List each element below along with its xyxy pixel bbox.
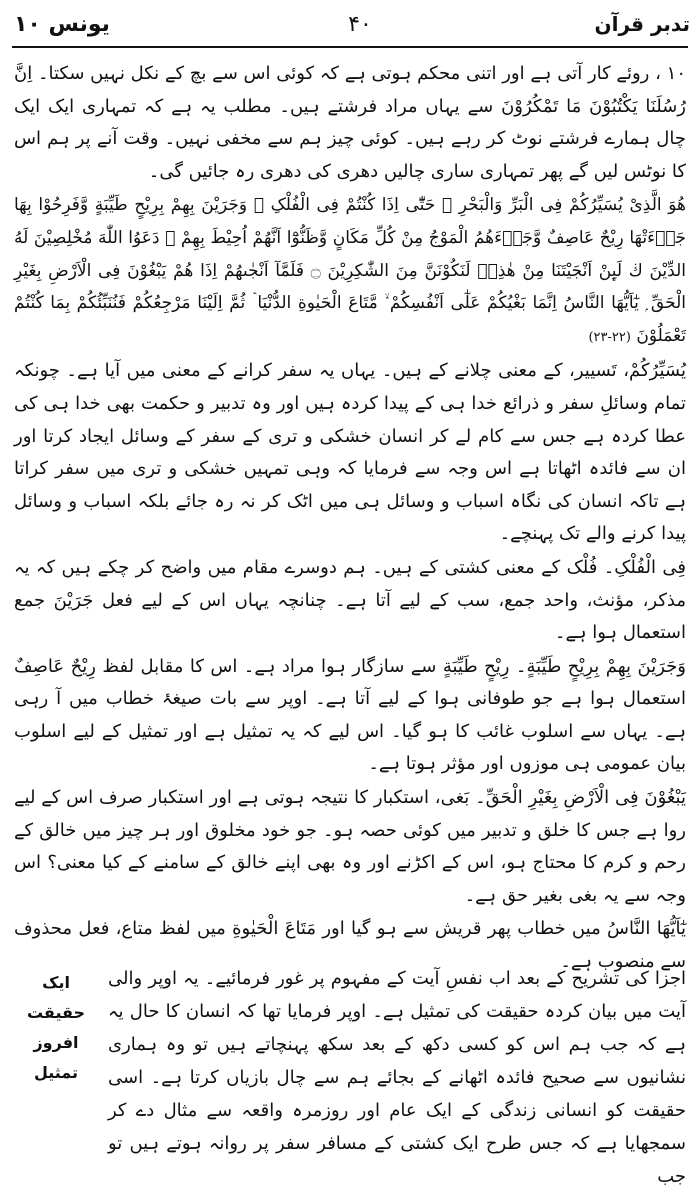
page-header — [10, 8, 690, 44]
section-text: اجزا کی تشریح کے بعد اب نفسِ آیت کے مفہوم پر غور فرمائیے۔ یہ اوپر والی آیت میں بیان کردہ حقیقت کی تمثیل ہے۔ اوپر فرمایا تھا کہ انسان کا حال یہ ہے کہ جب ہم اس کو کسی دکھ کے بعد سکھ پہنچاتے ہیں تو وہ ہماری نشانیوں سے صحیح فائدہ اٹھانے کے بجائے ہم سے چال بازیاں کرتا ہے۔ اسی حقیقت کو انسانی زندگی کے ایک عام اور روزمرہ واقعہ سے مثال دے کر سمجھایا ہے کہ جس طرح ایک کشتی کے مسافر سفر پر روانہ ہوتے ہیں تو جب — [108, 968, 686, 1187]
paragraph-yusayyirukum: یُسَیِّرُکُمْ، تَسییر، کے معنی چلانے کے ہیں۔ یہاں یہ سفر کرانے کے معنی میں آیا ہے۔ چونکہ تمام وسائلِ سفر و ذرائع خدا ہی کے پیدا کردہ ہیں اور وہ تدبیر و حکمت بھی خدا ہی کی عطا کردہ ہے جس سے کام لے کر انسان خشکی و تری کے سفر کے وسائل ایجاد کرتا اور ان سے فائدہ اٹھاتا ہے اس وجہ سے فرمایا کہ وہی تمہیں خشکی و تری میں سفر کراتا ہے تاکہ انسان کی نگاہ اسباب و وسائل ہی میں اٹک کر نہ رہ جائے بلکہ اسباب و وسائل پیدا کرنے والے تک پہنچے۔ — [14, 360, 686, 545]
verse-reference: (۲۲-۲۳) — [588, 329, 631, 345]
paragraph-intro: ۱۰ ، روئے کار آتی ہے اور اتنی محکم ہوتی ہے کہ کوئی اس سے بچ کے نکل نہیں سکتا۔ اِنَّ رُسُلَنَا یَکْتُبُوْنَ مَا تَمْکُرُوْنَ سے یہاں مراد فرشتے ہیں۔ مطلب یہ ہے کہ تمہاری ایک ایک چال ہمارے فرشتے نوٹ کر رہے ہیں۔ کوئی چیز ہم سے مخفی نہیں۔ وقت آنے پر ہم اس کا نوٹس لیں گے پھر تمہاری ساری چالیں دھری کی دھری رہ جائیں گی۔ — [14, 63, 686, 182]
book-title: تدبر قرآن — [594, 12, 690, 36]
verse-text: هُوَ الَّذِیْ یُسَیِّرُکُمْ فِی الْبَرِّ وَالْبَحْرِ ۭ حَتّٰٓی اِذَا کُنْتُمْ فِی الْفُلْکِ ۚ وَجَرَیْنَ بِهِمْ بِرِیْحٍ طَیِّبَةٍ وَّفَرِحُوْا بِهَا جَاۗءَتْهَا رِیْحٌ عَاصِفٌ وَّجَاۗءَهُمُ الْمَوْجُ مِنْ کُلِّ مَکَانٍ وَّظَنُّوْٓا اَنَّهُمْ اُحِیْطَ بِهِمْ ۙ دَعَوُا اللّٰهَ مُخْلِصِیْنَ لَهُ الدِّیْنَ ڬ لَىِٕنْ اَنْجَیْتَنَا مِنْ هٰذِهٖ لَنَکُوْنَنَّ مِنَ الشّٰکِرِیْنَ ۝ فَلَمَّآ اَنْجٰىهُمْ اِذَا هُمْ یَبْغُوْنَ فِی الْاَرْضِ بِغَیْرِ الْحَقِّ ۭ یٰٓاَیُّهَا النَّاسُ اِنَّمَا بَغْیُکُمْ عَلٰٓی اَنْفُسِکُمْ ۙ مَّتَاعَ الْحَیٰوةِ الدُّنْیَا ۡ ثُمَّ اِلَیْنَا مَرْجِعُکُمْ فَنُنَبِّئُکُمْ بِمَا کُنْتُمْ تَعْمَلُوْنَ — [14, 195, 686, 346]
paragraph-baghy: یَبْغُوْنَ فِی الْاَرْضِ بِغَیْرِ الْحَقِّ۔ بَغی، استکبار کا نتیجہ ہوتی ہے اور استکبار صرف اس کے لیے روا ہے جس کا خلق و تدبیر میں کوئی حصہ ہو۔ جو خود مخلوق اور ہر چیز میں خالق کے رحم و کرم کا محتاج ہو، اس کے اکڑنے اور وہ بھی اپنے خالق کے سامنے کے کیا معنی؟ اس وجہ سے یہ بغی بغیر حق ہے۔ — [14, 787, 686, 906]
surah-running-head: یونس ۱۰ — [14, 12, 110, 37]
margin-heading: ایک حقیقت افروز تمثیل — [26, 973, 86, 1082]
quran-verse-block — [14, 189, 686, 354]
commentary-body — [14, 58, 686, 980]
header-rule — [12, 46, 688, 48]
paragraph-rih-tayyiba: وَجَرَیْنَ بِهِمْ بِرِیْحٍ طَیِّبَةٍ۔ رِیْحٍ طَیِّبَةٍ سے سازگار ہوا مراد ہے۔ اس کا مقابل لفظ رِیْحٌ عَاصِفٌ استعمال ہوا ہے جو طوفانی ہوا کے لیے آتا ہے۔ اوپر سے بات صیغۂ خطاب میں آ رہی ہے۔ یہاں سے اسلوب غائب کا ہو گیا۔ اس لیے کہ یہ تمثیل ہے اور تمثیل کے لیے اسلوب بیان عمومی ہی موزوں اور مؤثر ہوتا ہے۔ — [14, 655, 686, 775]
paragraph-ya-ayyuha: یٰٓاَیُّهَا النَّاسُ میں خطاب پھر قریش سے ہو گیا اور مَتَاعَ الْحَیٰوةِ میں لفظ متاع، فعل محذوف سے منصوب ہے۔ — [14, 918, 686, 973]
paragraph-fulk: فِی الْفُلْکِ۔ فُلْک کے معنی کشتی کے ہیں۔ ہم دوسرے مقام میں واضح کر چکے ہیں کہ یہ مذکر، مؤنث، واحد جمع، سب کے لیے آتا ہے۔ چنانچہ یہاں اس کے لیے فعل جَرَیْنَ جمع استعمال ہوا ہے۔ — [14, 556, 686, 644]
page-number: ۴۰ — [348, 12, 372, 37]
tamsil-section — [14, 962, 686, 1187]
